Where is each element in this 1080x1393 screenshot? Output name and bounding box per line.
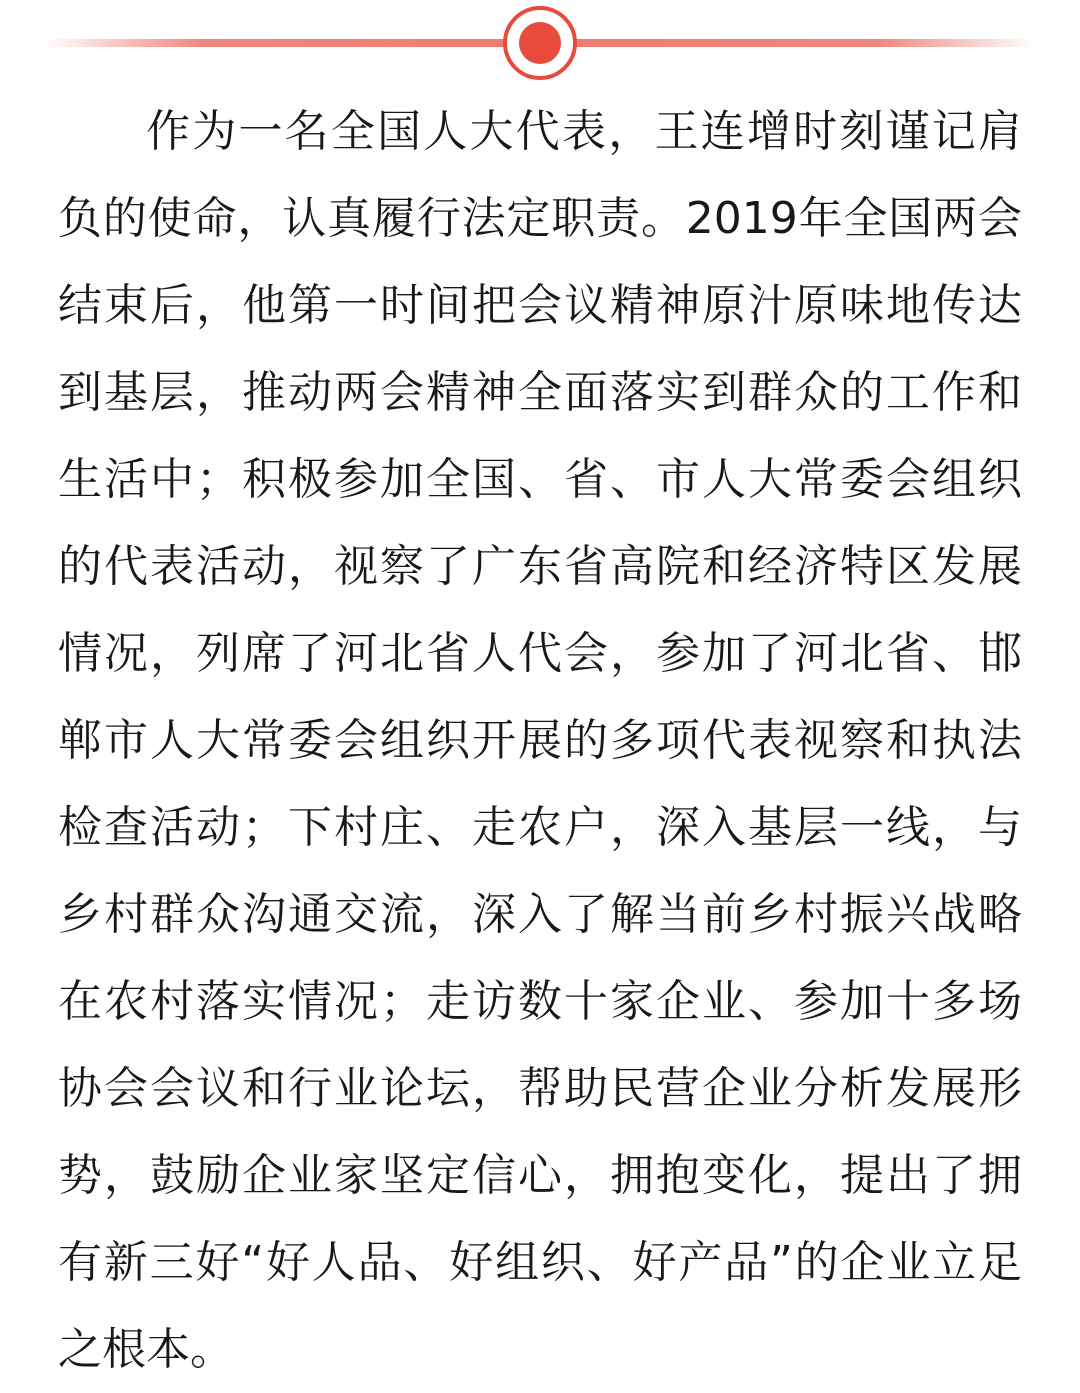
article-paragraph: 作为一名全国人大代表，王连增时刻谨记肩负的使命，认真履行法定职责。2019年全国两会结束后，他第一时间把会议精神原汁原味地传达到基层，推动两会精神全面落实到群众的工作和生活中；积极参加全国、省、市人大常委会组织的代表活动，视察了广东省高院和经济特区发展情况，列席了河北省人代会，参加了河北省、邯郸市人大常委会组织开展的多项代表视察和执法检查活动；下村庄、走农户，深入基层一线，与乡村群众沟通交流，深入了解当前乡村振兴战略在农村落实情况；走访数十家企业、参加十多场协会会议和行业论坛，帮助民营企业分析发展形势，鼓励企业家坚定信心，拥抱变化，提出了拥有新三好“好人品、好组织、好产品”的企业立足之根本。 [58, 106, 1022, 1375]
divider-circle-icon [503, 6, 577, 80]
article-body [0, 88, 1080, 1393]
section-divider [0, 0, 1080, 88]
divider-dot-icon [519, 22, 561, 64]
